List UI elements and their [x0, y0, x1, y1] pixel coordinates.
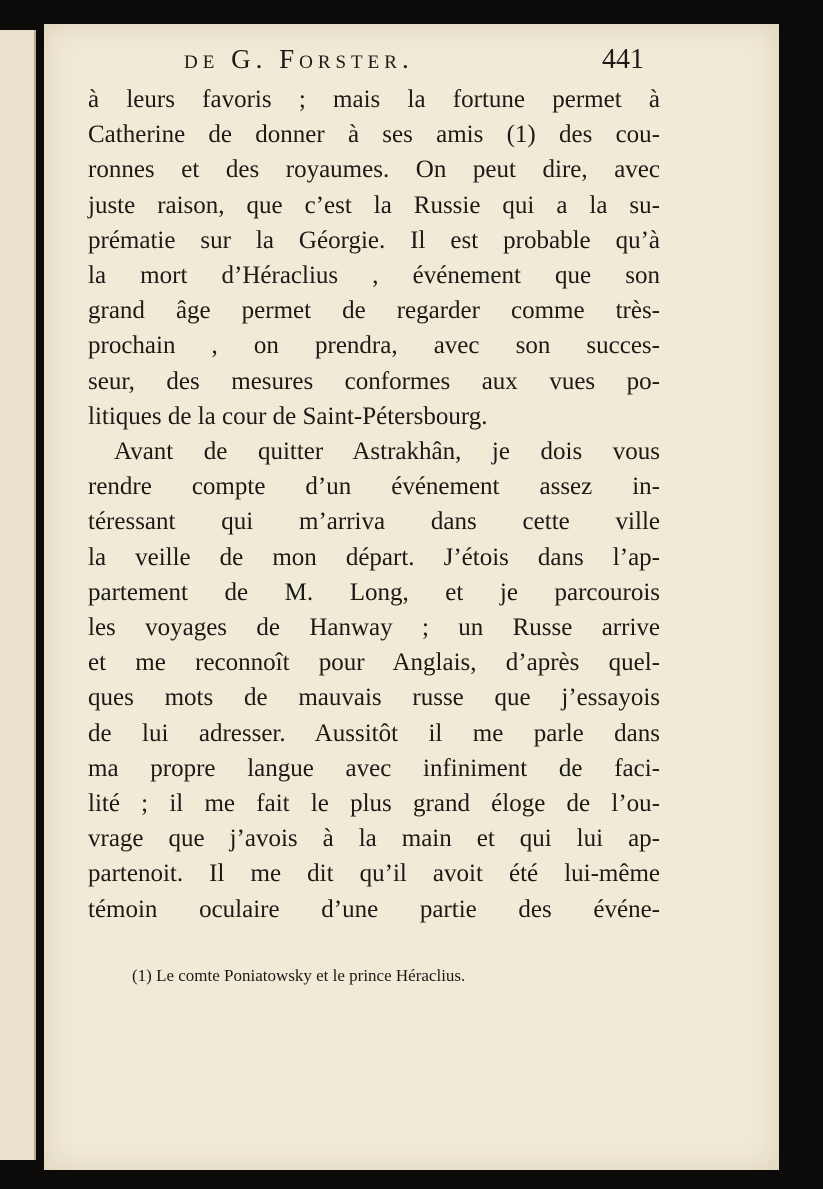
text-line: les voyages de Hanway ; un Russe arrive — [88, 614, 660, 642]
text-line: la mort d’Héraclius , événement que son — [88, 262, 660, 290]
text-line: lité ; il me fait le plus grand éloge de l’ou- — [88, 790, 660, 818]
text-line: grand âge permet de regarder comme très- — [88, 297, 660, 325]
text-line: ma propre langue avec infiniment de faci- — [88, 754, 660, 782]
text-line: prématie sur la Géorgie. Il est probable qu’à — [88, 226, 660, 254]
footnote: (1) Le comte Poniatowsky et le prince Héraclius. — [132, 966, 466, 985]
page-number: 441 — [602, 44, 644, 75]
text-line: litiques de la cour de Saint-Pétersbourg. — [88, 402, 488, 430]
running-head: de G. Forster. — [184, 44, 414, 74]
text-line: de lui adresser. Aussitôt il me parle dans — [88, 719, 660, 747]
text-line: prochain , on prendra, avec son succes- — [88, 332, 660, 360]
text-line: la veille de mon départ. J’étois dans l’ap- — [88, 543, 660, 571]
text-line: rendre compte d’un événement assez in- — [88, 473, 660, 501]
text-line: partenoit. Il me dit qu’il avoit été lui-même — [88, 860, 660, 888]
text-line: partement de M. Long, et je parcourois — [88, 578, 660, 606]
text-line: vrage que j’avois à la main et qui lui ap- — [88, 825, 660, 853]
text-line: seur, des mesures conformes aux vues po- — [88, 367, 660, 395]
body-text — [88, 82, 660, 927]
facing-page-edge — [0, 30, 36, 1160]
page-header — [184, 44, 644, 84]
text-line: Catherine de donner à ses amis (1) des cou- — [88, 121, 660, 149]
text-line: téressant qui m’arriva dans cette ville — [88, 508, 660, 536]
text-line: à leurs favoris ; mais la fortune permet à — [88, 86, 660, 113]
text-line: témoin oculaire d’une partie des événe- — [88, 895, 660, 923]
text-line: Avant de quitter Astrakhân, je dois vous — [114, 438, 660, 466]
text-line: et me reconnoît pour Anglais, d’après quel- — [88, 649, 660, 677]
text-line: juste raison, que c’est la Russie qui a la su- — [88, 191, 660, 219]
text-line: ques mots de mauvais russe que j’essayois — [88, 684, 660, 712]
text-line: ronnes et des royaumes. On peut dire, avec — [88, 156, 660, 184]
